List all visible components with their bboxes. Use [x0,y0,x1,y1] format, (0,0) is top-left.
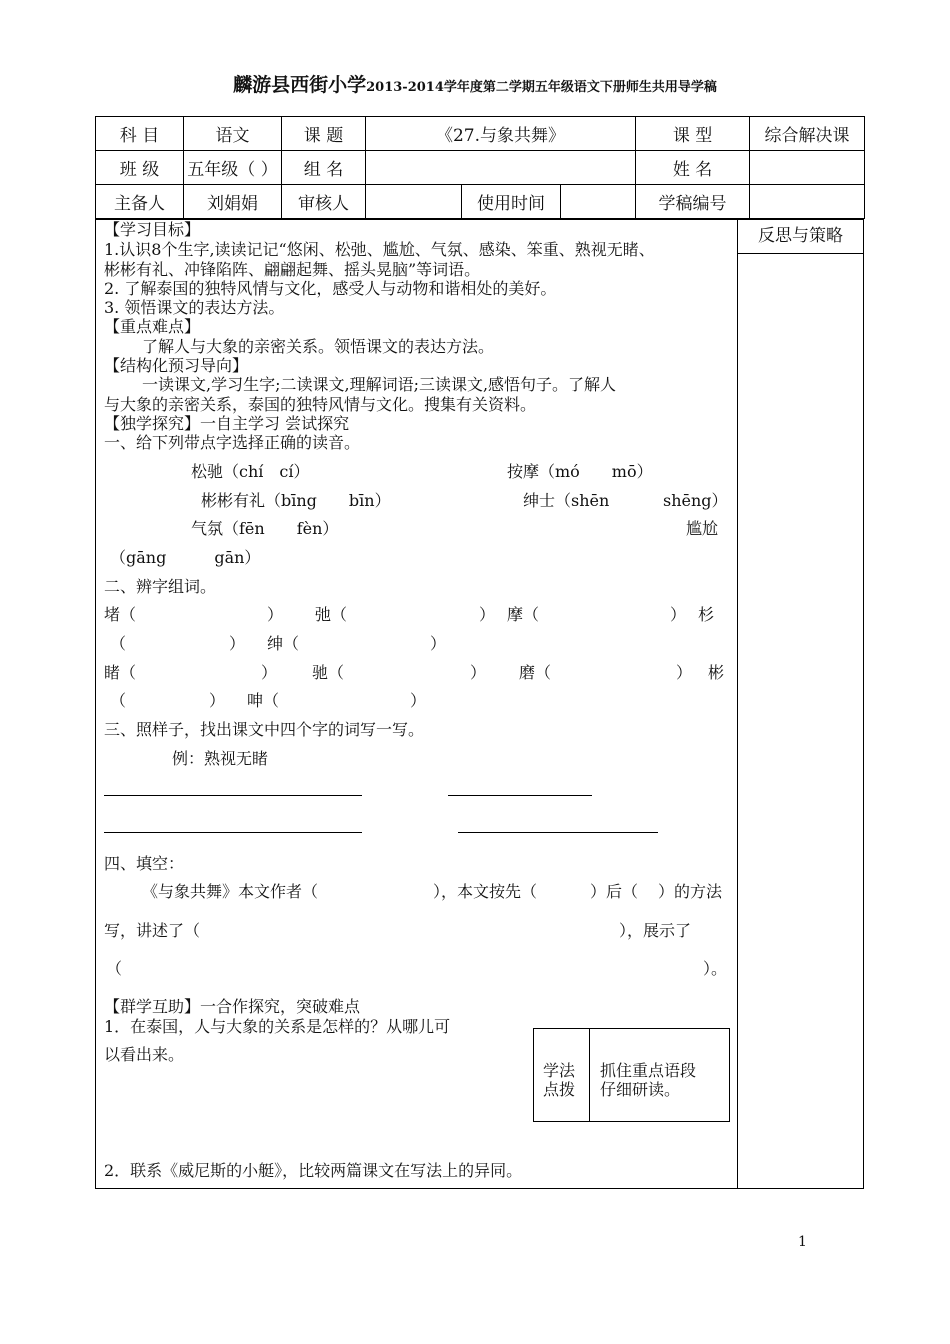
fill-blank-text: ）。 [703,959,728,978]
lesson-type-label: 课 型 [636,117,750,151]
word-group-item: 彬 [708,663,725,682]
reflection-column-title: 反思与策略 [738,219,863,254]
fill-blank-text: ）后（ [590,882,639,901]
word-group-item: 睹（ [104,663,137,682]
key-points-heading: 【重点难点】 [104,317,201,336]
lesson-type-value: 综合解决课 [750,117,865,151]
document-title [0,70,950,97]
pinyin-item: 彬彬有礼（bīng bīn） [201,491,391,510]
sheet-number-value[interactable] [750,185,865,219]
method-tip-label [534,1029,590,1121]
word-group-item: （ [110,634,127,653]
group-label: 组 名 [282,151,366,185]
fill-blank-text: ），本文按先（ [433,882,538,901]
answer-line[interactable] [104,832,362,833]
use-time-value[interactable] [561,185,636,219]
word-group-item: ） [470,663,487,682]
word-group-item: ） [410,691,427,710]
question-4-title: 四、填空： [104,854,185,873]
info-row-3 [96,185,865,219]
word-group-item: ） [267,605,284,624]
word-group-item: （ [110,691,127,710]
pinyin-item: 尴尬 [686,519,719,538]
class-value[interactable]: 五年级（ ） [184,151,282,185]
question-1-title: 一、给下列带点字选择正确的读音。 [104,433,361,452]
column-divider [737,219,738,1189]
reviewer-value[interactable] [366,185,462,219]
self-study-heading: 【独学探究】一自主学习 尝试探究 [104,414,350,433]
goal-line-1: 1.认识8个生字,读读记记“悠闲、松弛、尴尬、气氛、感染、笨重、熟视无睹、 [104,240,655,259]
group-question-1-line-2: 以看出来。 [104,1045,185,1064]
method-tip-text: 仔细研读。 [600,1080,681,1099]
word-group-item: 弛（ [315,605,348,624]
question-3-title: 三、照样子，找出课文中四个字的词写一写。 [104,720,425,739]
page-number: 1 [798,1234,807,1250]
subject-value: 语文 [184,117,282,151]
key-points-text: 了解人与大象的亲密关系。领悟课文的表达方法。 [142,337,495,356]
pinyin-item: shēng） [663,491,728,510]
word-group-item: 磨（ [519,663,552,682]
info-table [95,116,865,219]
lesson-value: 《27.与象共舞》 [366,117,636,151]
group-question-2: 2．联系《威尼斯的小艇》，比较两篇课文在写法上的异同。 [104,1161,523,1180]
question-2-title: 二、辨字组词。 [104,577,217,596]
goal-line-2: 彬彬有礼、冲锋陷阵、翩翩起舞、摇头晃脑”等词语。 [104,260,481,279]
preparer-value: 刘娟娟 [184,185,282,219]
pinyin-item: （gāng gān） [110,548,261,567]
document-subtitle: 2013-2014学年度第二学期五年级语文下册师生共用导学稿 [366,80,717,95]
use-time-label: 使用时间 [462,185,561,219]
goals-heading: 【学习目标】 [104,220,201,239]
word-group-item: 杉 [698,605,715,624]
answer-line[interactable] [448,795,592,796]
group-question-1-line-1: 1．在泰国，人与大象的关系是怎样的？从哪儿可 [104,1017,451,1036]
word-group-item: 摩（ [507,605,540,624]
info-row-2 [96,151,865,185]
word-group-item: 堵（ [104,605,137,624]
subject-label: 科 目 [96,117,184,151]
method-tip-box [533,1028,730,1122]
goal-line-4: 3. 领悟课文的表达方法。 [104,298,285,317]
word-group-item: ） [229,634,246,653]
answer-line[interactable] [104,795,362,796]
reviewer-label: 审核人 [282,185,366,219]
word-group-item: ） [261,663,278,682]
method-tip-text: 抓住重点语段 [600,1061,697,1080]
fill-blank-text: ），展示了 [619,921,692,940]
tip-label-line: 点拨 [543,1080,576,1099]
group-value[interactable] [366,151,636,185]
word-group-item: ） [430,634,447,653]
fill-blank-text: （ [106,959,123,978]
pinyin-item: 松驰（chí cí） [191,462,310,481]
word-group-item: ） [670,605,687,624]
preparer-label: 主备人 [96,185,184,219]
group-study-heading: 【群学互助】一合作探究，突破难点 [104,997,361,1016]
pinyin-item: 气氛（fēn fèn） [191,519,339,538]
class-label: 班 级 [96,151,184,185]
lesson-label: 课 题 [282,117,366,151]
pinyin-item: 按摩（mó mō） [507,462,653,481]
info-row-1 [96,117,865,151]
preview-line-2: 与大象的亲密关系，泰国的独特风情与文化。搜集有关资料。 [104,395,537,414]
answer-line[interactable] [458,832,658,833]
preview-line-1: 一读课文,学习生字;二读课文,理解词语;三读课文,感悟句子。了解人 [142,375,617,394]
goal-line-3: 2. 了解泰国的独特风情与文化，感受人与动物和谐相处的美好。 [104,279,557,298]
school-name: 麟游县西街小学 [233,74,367,96]
word-group-item: 呻（ [247,691,280,710]
question-3-example: 例：熟视无睹 [172,749,269,768]
word-group-item: ） [676,663,693,682]
word-group-item: 绅（ [267,634,300,653]
pinyin-item: 绅士（shēn [523,491,610,510]
sheet-number-label: 学稿编号 [636,185,750,219]
tip-label-line: 学法 [543,1061,576,1080]
word-group-item: 驰（ [312,663,345,682]
preview-heading: 【结构化预习导向】 [104,356,249,375]
name-value[interactable] [750,151,865,185]
fill-blank-text: 《与象共舞》本文作者（ [142,882,319,901]
fill-blank-text: 写，讲述了（ [104,921,201,940]
word-group-item: ） [209,691,226,710]
name-label: 姓 名 [636,151,750,185]
fill-blank-text: ）的方法 [658,882,723,901]
word-group-item: ） [479,605,496,624]
